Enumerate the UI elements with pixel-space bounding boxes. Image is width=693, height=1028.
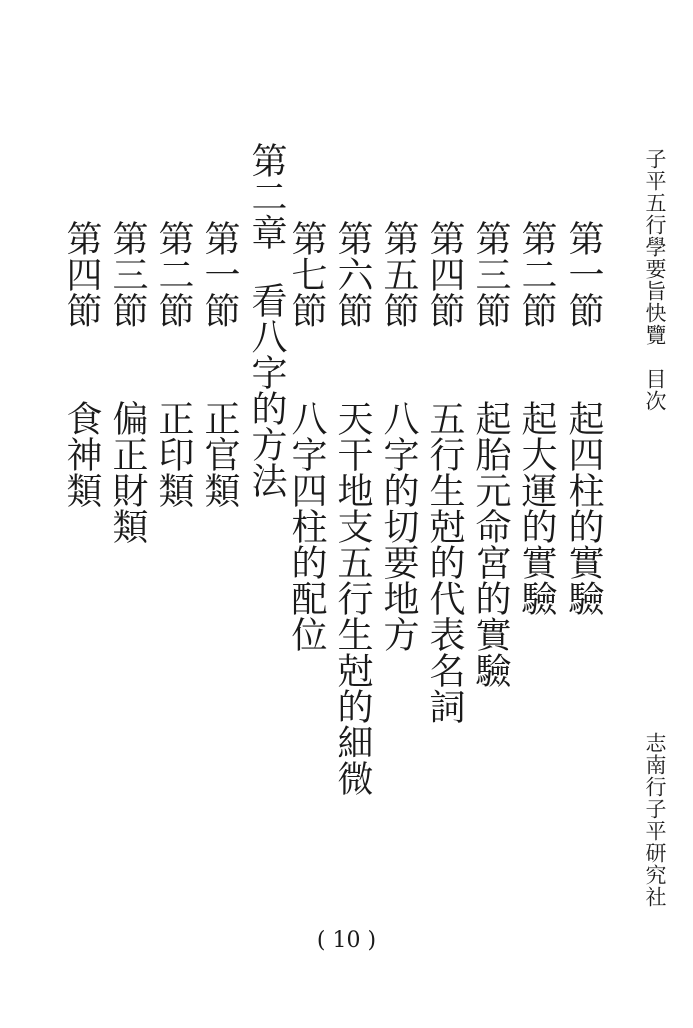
- section-title: 八字四柱的配位: [286, 400, 327, 652]
- section-number: 第二節: [153, 220, 194, 328]
- section-number: 第六節: [332, 220, 373, 328]
- section-title: 起四柱的實驗: [563, 400, 604, 616]
- section-number: 第二節: [516, 220, 557, 328]
- section-number: 第五節: [378, 220, 419, 328]
- section-number: 第三節: [470, 220, 511, 328]
- section-title: 八字的切要地方: [378, 400, 419, 652]
- section-title: 五行生尅的代表名詞: [424, 400, 465, 724]
- toc-entry: [201, 220, 241, 520]
- page-header: 子平五行學要旨快覽 目次: [643, 148, 667, 412]
- toc-entry: [518, 220, 558, 720]
- section-title: 起胎元命宮的實驗: [470, 400, 511, 688]
- section-number: 第四節: [424, 220, 465, 328]
- toc-entry: [109, 220, 149, 550]
- section-number: 第三節: [107, 220, 148, 328]
- page-number: ( 10 ): [316, 928, 377, 953]
- toc-entry: [380, 220, 420, 720]
- toc-entry: [565, 220, 605, 720]
- section-title: 正印類: [153, 400, 194, 508]
- toc-entry: [155, 220, 195, 520]
- section-number: 第七節: [286, 220, 327, 328]
- section-number: 第四節: [61, 220, 102, 328]
- chapter-heading: [248, 142, 288, 542]
- toc-entry: [334, 220, 374, 820]
- section-number: 第一節: [199, 220, 240, 328]
- section-title: 天干地支五行生尅的細微: [332, 400, 373, 796]
- chapter-title: 看八字的方法: [246, 282, 287, 498]
- toc-entry: [472, 220, 512, 720]
- section-number: 第一節: [563, 220, 604, 328]
- section-title: 正官類: [199, 400, 240, 508]
- toc-entry: [424, 220, 466, 724]
- toc-entry: [63, 220, 103, 520]
- toc-entry: [288, 220, 328, 720]
- section-title: 偏正財類: [107, 400, 148, 544]
- chapter-label: 第二章: [246, 142, 287, 250]
- section-title: 起大運的實驗: [516, 400, 557, 616]
- section-title: 食神類: [61, 400, 102, 508]
- publisher-name: 志南行子平研究社: [643, 732, 667, 908]
